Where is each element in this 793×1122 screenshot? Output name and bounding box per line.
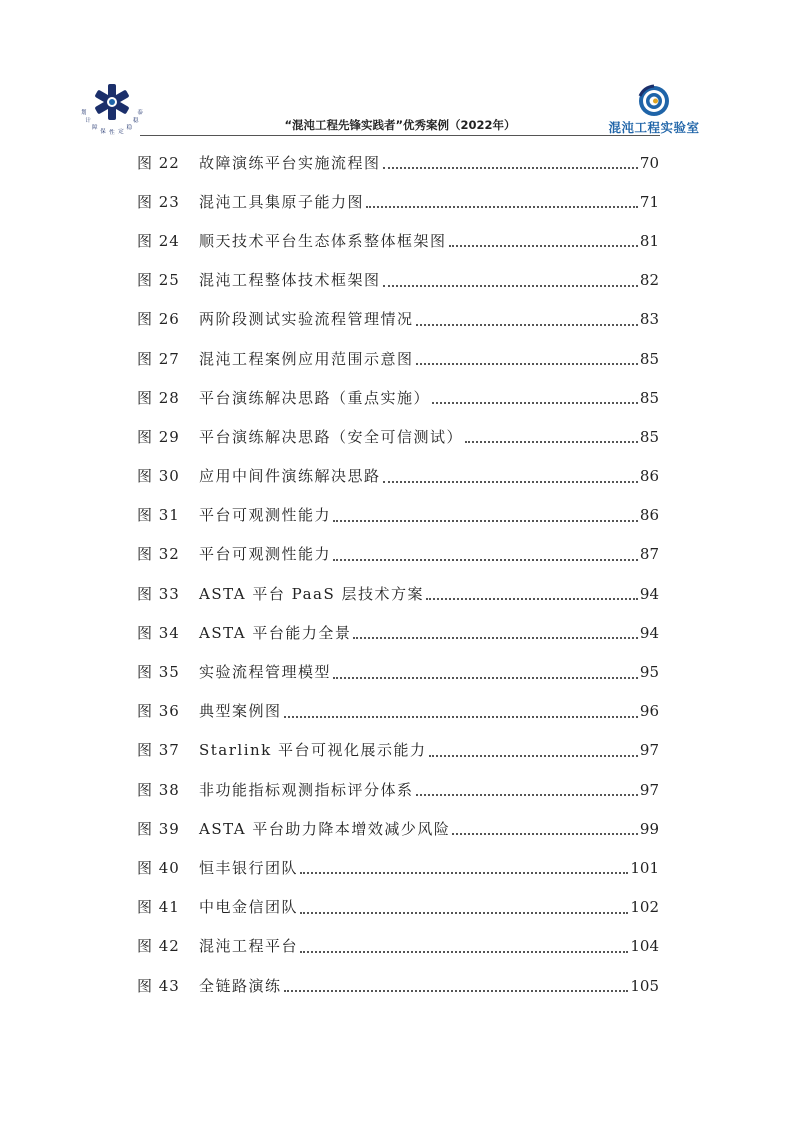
dot-leader <box>452 832 638 835</box>
logo-ring-char: 稳 <box>133 118 139 125</box>
toc-entry[interactable] <box>137 692 659 731</box>
page-number: 85 <box>639 349 659 368</box>
figure-number: 图 38 <box>137 780 180 799</box>
page-number: 86 <box>639 467 659 486</box>
logo-ring-char: 性 <box>109 130 115 136</box>
report-title: “混沌工程先锋实践者”优秀案例（2022年） <box>284 118 516 132</box>
chaos-lab-logo <box>604 84 704 136</box>
dot-leader <box>465 440 638 443</box>
dot-leader <box>333 676 638 679</box>
dot-leader <box>383 166 638 169</box>
page-number: 86 <box>639 506 659 525</box>
toc-entry[interactable] <box>137 731 659 770</box>
chaos-lab-brand-text: 混沌工程实验室 <box>608 120 700 135</box>
toc-entry[interactable] <box>137 182 659 221</box>
figure-title: ASTA 平台能力全景 <box>199 623 352 642</box>
toc-entry[interactable] <box>137 496 659 535</box>
page-number: 101 <box>630 858 659 877</box>
page-number: 97 <box>639 780 659 799</box>
dot-leader <box>300 871 628 874</box>
page-number: 105 <box>630 976 659 995</box>
figure-title: 故障演练平台实施流程图 <box>199 153 381 172</box>
figure-title: 混沌工程整体技术框架图 <box>199 271 381 290</box>
figure-title: ASTA 平台助力降本增效减少风险 <box>199 819 451 838</box>
page-number: 99 <box>639 819 659 838</box>
page-header <box>0 0 793 140</box>
toc-entry[interactable] <box>137 652 659 691</box>
figure-number: 图 40 <box>137 858 180 877</box>
figure-title: 两阶段测试实验流程管理情况 <box>199 310 414 329</box>
page-number: 70 <box>639 153 659 172</box>
toc-entry[interactable] <box>137 770 659 809</box>
toc-entry[interactable] <box>137 457 659 496</box>
toc-entry[interactable] <box>137 339 659 378</box>
figure-title: 中电金信团队 <box>199 898 299 917</box>
logo-ring-char: 定 <box>118 128 124 135</box>
figure-title: 混沌工程平台 <box>199 937 299 956</box>
logo-ring-char: 稳 <box>126 124 132 131</box>
figure-title: 实验流程管理模型 <box>199 663 332 682</box>
figure-number: 图 41 <box>137 898 180 917</box>
header-divider <box>140 135 660 136</box>
page-number: 81 <box>639 231 659 250</box>
dot-leader <box>300 950 628 953</box>
figure-title: 平台演练解决思路（重点实施） <box>199 388 431 407</box>
toc-entry[interactable] <box>137 221 659 260</box>
dot-leader <box>383 480 638 483</box>
toc-entry[interactable] <box>137 848 659 887</box>
figure-title: 非功能指标观测指标评分体系 <box>199 780 414 799</box>
dot-leader <box>353 636 638 639</box>
figure-title: 顺天技术平台生态体系整体框架图 <box>199 231 447 250</box>
page-number: 104 <box>630 937 659 956</box>
figure-title: 恒丰银行团队 <box>199 858 299 877</box>
page-number: 85 <box>639 427 659 446</box>
figure-title: ASTA 平台 PaaS 层技术方案 <box>199 584 425 603</box>
dot-leader <box>333 558 638 561</box>
toc-entry[interactable] <box>137 927 659 966</box>
logo-ring-char: 计 <box>85 118 91 125</box>
dot-leader <box>429 754 638 757</box>
figure-number: 图 24 <box>137 231 180 250</box>
logo-ring-char: 泰 <box>137 110 143 117</box>
figure-title: 混沌工具集原子能力图 <box>199 192 365 211</box>
dot-leader <box>416 362 638 365</box>
page-number: 82 <box>639 271 659 290</box>
toc-entry[interactable] <box>137 888 659 927</box>
toc-entry[interactable] <box>137 417 659 456</box>
figure-title: 全链路演练 <box>199 976 282 995</box>
figure-number: 图 34 <box>137 623 180 642</box>
figure-title: Starlink 平台可视化展示能力 <box>199 741 427 760</box>
dot-leader <box>416 793 638 796</box>
figure-number: 图 25 <box>137 271 180 290</box>
toc-entry[interactable] <box>137 535 659 574</box>
figure-number: 图 23 <box>137 192 180 211</box>
figure-number: 图 35 <box>137 663 180 682</box>
dot-leader <box>284 989 629 992</box>
figure-number: 图 37 <box>137 741 180 760</box>
page-number: 94 <box>639 584 659 603</box>
dot-leader <box>432 401 638 404</box>
page-number: 96 <box>639 702 659 721</box>
dot-leader <box>284 715 638 718</box>
logo-ring-char: 保 <box>100 128 106 135</box>
dot-leader <box>416 323 638 326</box>
logo-ring-char: 划 <box>81 110 87 117</box>
logo-ring-char: 障 <box>92 124 98 131</box>
figure-number: 图 28 <box>137 388 180 407</box>
chaos-swirl-icon <box>604 84 704 118</box>
dot-leader <box>300 911 628 914</box>
dot-leader <box>426 597 638 600</box>
toc-entry[interactable] <box>137 966 659 1005</box>
page-number: 97 <box>639 741 659 760</box>
figure-number: 图 30 <box>137 467 180 486</box>
figure-number: 图 22 <box>137 153 180 172</box>
figure-number: 图 26 <box>137 310 180 329</box>
stability-program-logo <box>72 78 152 138</box>
page-number: 95 <box>639 663 659 682</box>
dot-leader <box>366 205 638 208</box>
figure-title: 应用中间件演练解决思路 <box>199 467 381 486</box>
figure-title: 平台演练解决思路（安全可信测试） <box>199 427 464 446</box>
dot-leader <box>449 244 638 247</box>
dot-leader <box>333 519 638 522</box>
toc-entry[interactable] <box>137 261 659 300</box>
figure-number: 图 39 <box>137 819 180 838</box>
dot-leader <box>383 284 638 287</box>
figure-number: 图 31 <box>137 506 180 525</box>
toc-entry[interactable] <box>137 574 659 613</box>
figure-title: 混沌工程案例应用范围示意图 <box>199 349 414 368</box>
figure-number: 图 43 <box>137 976 180 995</box>
figure-title: 平台可观测性能力 <box>199 506 332 525</box>
toc-entry[interactable] <box>137 300 659 339</box>
toc-entry[interactable] <box>137 613 659 652</box>
page-number: 94 <box>639 623 659 642</box>
figure-number: 图 42 <box>137 937 180 956</box>
figure-number: 图 33 <box>137 584 180 603</box>
figure-number: 图 32 <box>137 545 180 564</box>
toc-entry[interactable] <box>137 809 659 848</box>
page-number: 87 <box>639 545 659 564</box>
figure-title: 平台可观测性能力 <box>199 545 332 564</box>
page-number: 85 <box>639 388 659 407</box>
page-number: 102 <box>630 898 659 917</box>
toc-entry[interactable] <box>137 378 659 417</box>
figure-number: 图 27 <box>137 349 180 368</box>
page-number: 71 <box>639 192 659 211</box>
toc-entry[interactable] <box>137 143 659 182</box>
figure-number: 图 36 <box>137 702 180 721</box>
figure-list <box>137 143 659 1005</box>
page-number: 83 <box>639 310 659 329</box>
figure-title: 典型案例图 <box>199 702 282 721</box>
figure-number: 图 29 <box>137 427 180 446</box>
